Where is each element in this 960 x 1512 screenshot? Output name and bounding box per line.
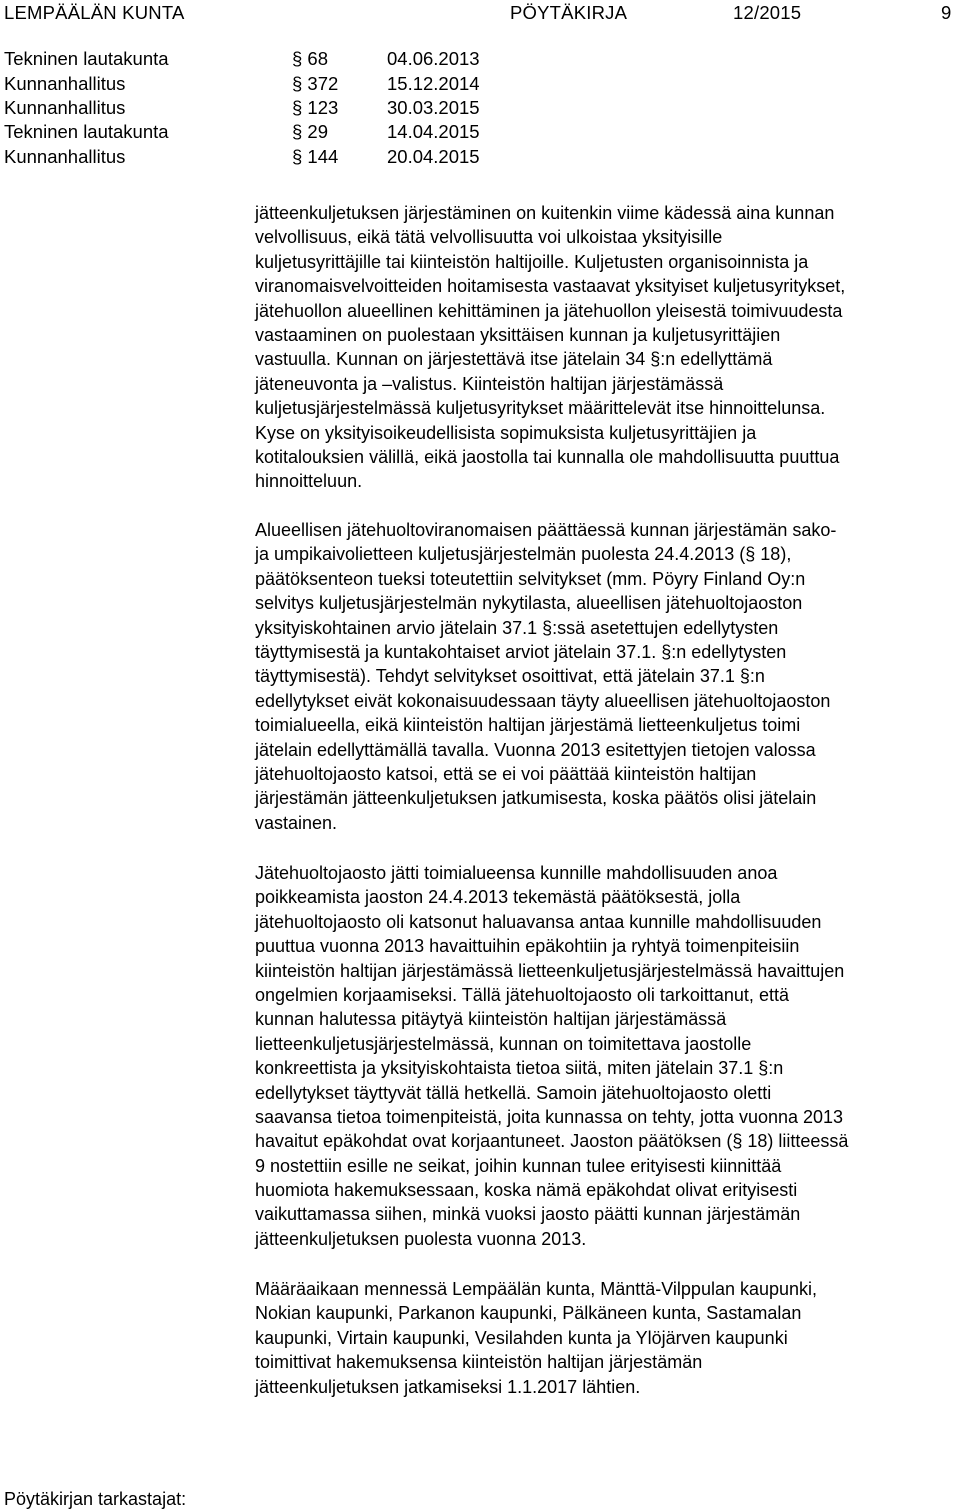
paragraph-line: Kyse on yksityisoikeudellisista sopimuksista kuljetusyrittäjien ja xyxy=(255,422,757,443)
paragraph-line: lietteenkuljetusjärjestelmässä, kunnan on toimitettava jaostolle xyxy=(255,1033,752,1054)
paragraph-line: konkreettista ja yksityiskohtaista tietoa siitä, miten jätelain 37.1 §:n xyxy=(255,1058,784,1079)
reference-date: 30.03.2015 xyxy=(387,97,480,118)
body-paragraph xyxy=(255,1277,960,1399)
paragraph-line: edellytykset eivät kokonaisuudessaan täyty alueellisen jätehuoltojaoston xyxy=(255,690,831,711)
reference-body: Tekninen lautakunta xyxy=(4,121,169,142)
body-paragraph xyxy=(255,518,960,835)
paragraph-line: yksityiskohtainen arvio jätelain 37.1 §:ssä asetettujen edellytysten xyxy=(255,617,779,638)
paragraph-line: viranomaisvelvoitteiden hoitamisesta vastaavat yksityiset kuljetusyritykset, xyxy=(255,276,846,297)
document-type: PÖYTÄKIRJA xyxy=(510,2,628,23)
paragraph-line: saavansa tietoa toimenpiteistä, joita kunnassa on tehty, jotta vuonna 2013 xyxy=(255,1106,844,1127)
paragraph-line: huomiota hakemuksessaan, koska nämä epäkohdat olivat erityisesti xyxy=(255,1180,798,1201)
paragraph-line: jätehuoltojaosto oli katsonut haluavansa antaa kunnille mahdollisuuden xyxy=(255,911,822,932)
reference-body: Kunnanhallitus xyxy=(4,73,126,94)
paragraph-line: jätehuollon alueellinen kehittäminen ja jätehuollon yleisestä toimivuudesta xyxy=(255,300,843,321)
reference-date: 15.12.2014 xyxy=(387,73,480,94)
reference-date: 20.04.2015 xyxy=(387,146,480,167)
paragraph-line: kiinteistön haltijan järjestämässä lietteenkuljetusjärjestelmässä havaittujen xyxy=(255,960,845,981)
body-paragraph xyxy=(255,201,960,494)
paragraph-line: täyttymisestä). Tehdyt selvitykset osoittivat, että jätelain 37.1 §:n xyxy=(255,666,765,687)
paragraph-line: kunnan halutessa pitäytyä kiinteistön haltijan järjestämässä xyxy=(255,1009,727,1030)
reference-number: § 29 xyxy=(292,121,329,142)
paragraph-line: Jätehuoltojaosto jätti toimialueensa kunnille mahdollisuuden anoa xyxy=(255,863,778,883)
paragraph-line: kaupunki, Virtain kaupunki, Vesilahden kunta ja Ylöjärven kaupunki xyxy=(255,1327,788,1348)
document-number: 12/2015 xyxy=(733,2,802,23)
paragraph-line: toimittivat hakemuksensa kiinteistön haltijan järjestämän xyxy=(255,1352,703,1373)
paragraph-line: ongelmien korjaamiseksi. Tällä jätehuoltojaosto oli tarkoittanut, että xyxy=(255,984,789,1005)
reference-body: Kunnanhallitus xyxy=(4,97,126,118)
paragraph-line: vastuulla. Kunnan on järjestettävä itse jätelain 34 §:n edellyttämä xyxy=(255,349,773,370)
paragraph-line: hinnoitteluun. xyxy=(255,471,363,492)
paragraph-line: päätöksenteon tueksi toteutettiin selvitykset (mm. Pöyry Finland Oy:n xyxy=(255,568,806,589)
paragraph-line: jätteenkuljetuksen jatkamiseksi 1.1.2017 lähtien. xyxy=(255,1376,641,1397)
reference-number: § 144 xyxy=(292,146,339,167)
paragraph-line: jätteenkuljetuksen puolesta vuonna 2013. xyxy=(255,1228,587,1249)
reference-body: Tekninen lautakunta xyxy=(4,48,169,69)
paragraph-line: kuljetusjärjestelmässä kuljetusyritykset määrittelevät itse hinnoittelunsa. xyxy=(255,398,826,419)
paragraph-line: ja umpikaivolietteen kuljetusjärjestelmän puolesta 24.4.2013 (§ 18), xyxy=(255,544,792,565)
paragraph-line: kuljetusyrittäjille tai kiinteistön haltijoille. Kuljetusten organisoinnista ja xyxy=(255,251,809,272)
reference-number: § 372 xyxy=(292,73,339,94)
paragraph-line: jätelain edellyttämällä tavalla. Vuonna 2013 esitettyjen tietojen valossa xyxy=(255,739,816,760)
reference-number: § 123 xyxy=(292,97,339,118)
reviewers-label: Pöytäkirjan tarkastajat: xyxy=(4,1489,187,1509)
paragraph-line: selvitys kuljetusjärjestelmän nykytilasta, alueellisen jätehuoltojaoston xyxy=(255,593,803,614)
reference-body: Kunnanhallitus xyxy=(4,146,126,167)
reference-date: 14.04.2015 xyxy=(387,121,480,142)
paragraph-line: Määräaikaan mennessä Lempäälän kunta, Mänttä-Vilppulan kaupunki, xyxy=(255,1279,818,1299)
paragraph-line: vaikuttamassa siihen, minkä vuoksi jaosto päätti kunnan järjestämän xyxy=(255,1204,801,1225)
reference-date: 04.06.2013 xyxy=(387,48,480,69)
paragraph-line: vastaaminen on puolestaan yksittäisen kunnan ja kuljetusyrittäjien xyxy=(255,324,781,345)
paragraph-line: Nokian kaupunki, Parkanon kaupunki, Pälkäneen kunta, Sastamalan xyxy=(255,1303,802,1324)
paragraph-line: jäteneuvonta ja –valistus. Kiinteistön haltijan järjestämässä xyxy=(255,373,724,394)
paragraph-line: järjestämän jätteenkuljetuksen jatkumisesta, koska päätös olisi jätelain xyxy=(255,788,817,809)
paragraph-line: poikkeamista jaoston 24.4.2013 tekemästä päätöksestä, jolla xyxy=(255,887,741,908)
municipality-name: LEMPÄÄLÄN KUNTA xyxy=(4,2,185,23)
paragraph-line: Alueellisen jätehuoltoviranomaisen päättäessä kunnan järjestämän sako- xyxy=(255,520,837,540)
paragraph-line: 9 nostettiin esille ne seikat, joihin kunnan tulee erityisesti kiinnittää xyxy=(255,1155,782,1176)
paragraph-line: jätteenkuljetuksen järjestäminen on kuitenkin viime kädessä aina kunnan xyxy=(255,203,835,223)
body-paragraph xyxy=(255,861,960,1251)
paragraph-line: vastainen. xyxy=(255,812,338,833)
reference-number: § 68 xyxy=(292,48,329,69)
paragraph-line: täyttymisestä ja kuntakohtaiset arviot jätelain 37.1. §:n edellytysten xyxy=(255,641,787,662)
paragraph-line: puuttua vuonna 2013 havaittuihin epäkohtiin ja ryhtyä toimenpiteisiin xyxy=(255,936,800,957)
paragraph-line: velvollisuus, eikä tätä velvollisuutta voi ulkoistaa yksityisille xyxy=(255,227,723,248)
paragraph-line: jätehuoltojaosto katsoi, että se ei voi päättää kiinteistön haltijan xyxy=(255,763,757,784)
paragraph-line: havaitut epäkohdat ovat korjaantuneet. Jaoston päätöksen (§ 18) liitteessä xyxy=(255,1131,849,1152)
paragraph-line: kotitalouksien välillä, eikä jaostolla tai kunnalla ole mahdollisuutta puuttua xyxy=(255,446,840,467)
paragraph-line: edellytykset täyttyvät tällä hetkellä. Samoin jätehuoltojaosto oletti xyxy=(255,1082,772,1103)
paragraph-line: toimialueella, eikä kiinteistön haltijan järjestämä lietteenkuljetus toimi xyxy=(255,715,801,736)
page-number: 9 xyxy=(941,2,952,23)
